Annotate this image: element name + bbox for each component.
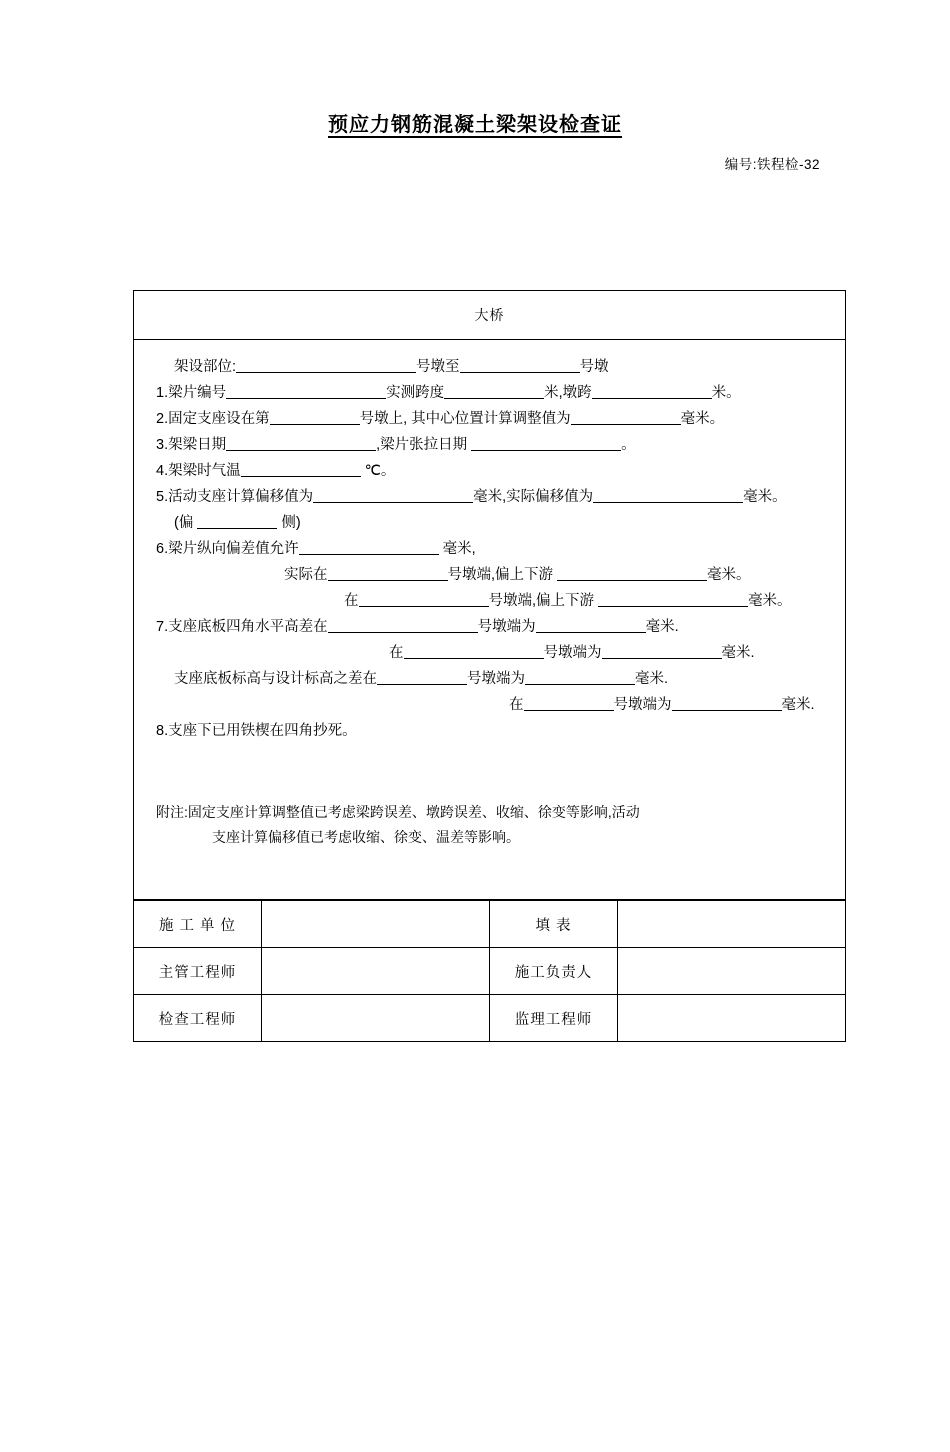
line-text: 6.梁片纵向偏差值允许 [156, 541, 299, 557]
form-line-item5 [134, 484, 845, 510]
signature-label-right: 施工负责人 [489, 948, 617, 995]
fill-blank[interactable] [557, 565, 707, 581]
form-line-item3 [134, 432, 845, 458]
line-text: 号墩端,偏上下游 [447, 567, 558, 583]
signature-value-left[interactable] [262, 948, 490, 995]
line-text: 在 [344, 593, 359, 609]
form-line-item6a [134, 562, 845, 588]
line-text: 米,墩跨 [544, 385, 592, 401]
line-text: 毫米. [645, 619, 679, 635]
form-line-item5b [134, 510, 845, 536]
fill-blank[interactable] [571, 409, 681, 425]
line-text: 侧) [277, 515, 301, 531]
fill-blank[interactable] [328, 565, 448, 581]
fill-blank[interactable] [404, 643, 544, 659]
fill-blank[interactable] [226, 435, 376, 451]
fill-blank[interactable] [299, 539, 439, 555]
fill-blank[interactable] [524, 695, 614, 711]
line-text: 在 [389, 645, 404, 661]
line-text: 毫米。 [680, 411, 725, 427]
note-block [134, 800, 845, 850]
form-line-item8 [134, 718, 845, 744]
form-line-item6b [134, 588, 845, 614]
form-line-position [134, 354, 845, 380]
form-line-item7 [134, 614, 845, 640]
signature-value-right[interactable] [618, 948, 845, 995]
table-row [134, 995, 845, 1042]
fill-blank[interactable] [359, 591, 489, 607]
fill-blank[interactable] [197, 513, 277, 529]
form-line-item4 [134, 458, 845, 484]
fill-blank[interactable] [313, 487, 473, 503]
page-title: 预应力钢筋混凝土梁架设检查证 [328, 114, 622, 136]
fill-blank[interactable] [598, 591, 748, 607]
line-text: 毫米, [438, 541, 476, 557]
form-line-item6 [134, 536, 845, 562]
line-text: 毫米. [781, 697, 815, 713]
form-line-item7b [134, 640, 845, 666]
fill-blank[interactable] [241, 461, 361, 477]
fill-blank[interactable] [460, 357, 580, 373]
line-text: 实际在 [284, 567, 328, 583]
line-text: 米。 [711, 385, 741, 401]
fill-blank[interactable] [377, 669, 467, 685]
line-text: 号墩端为 [543, 645, 602, 661]
signature-value-right[interactable] [618, 901, 845, 948]
fill-blank[interactable] [328, 617, 478, 633]
form-line-item7d [134, 692, 845, 718]
line-text: 毫米。 [743, 489, 787, 505]
form-line-item2 [134, 406, 845, 432]
line-text: 2.固定支座设在第 [156, 411, 270, 427]
line-text: 号墩上, 其中心位置计算调整值为 [359, 411, 571, 427]
line-text: 号墩端为 [477, 619, 536, 635]
line-text: 支座底板标高与设计标高之差在 [174, 671, 377, 687]
bridge-header: 大桥 [134, 291, 845, 340]
fill-blank[interactable] [471, 435, 621, 451]
signature-value-left[interactable] [262, 901, 490, 948]
note-line-1: 附注:固定支座计算调整值已考虑梁跨误差、墩跨误差、收缩、徐变等影响,活动 [156, 804, 640, 820]
fill-blank[interactable] [226, 383, 386, 399]
form-lines [134, 354, 845, 744]
line-text: 3.架梁日期 [156, 437, 227, 453]
line-text: 毫米. [635, 671, 669, 687]
line-text: 号墩端,偏上下游 [488, 593, 599, 609]
line-text: 4.架梁时气温 [156, 463, 241, 479]
fill-blank[interactable] [270, 409, 360, 425]
line-text: 毫米,实际偏移值为 [473, 489, 594, 505]
signature-label-left: 施 工 单 位 [134, 901, 262, 948]
line-text: ℃。 [360, 463, 396, 479]
signature-label-right: 监理工程师 [489, 995, 617, 1042]
line-text: 架设部位: [174, 359, 237, 375]
line-text: ,梁片张拉日期 [376, 437, 472, 453]
document-page [0, 108, 950, 1452]
signature-table [134, 900, 845, 1041]
fill-blank[interactable] [444, 383, 544, 399]
line-text: 毫米。 [707, 567, 751, 583]
signature-value-left[interactable] [262, 995, 490, 1042]
fill-blank[interactable] [236, 357, 416, 373]
form-body [134, 340, 845, 900]
line-text: 号墩端为 [467, 671, 525, 687]
form-frame [133, 290, 846, 1042]
line-text: 毫米。 [748, 593, 792, 609]
line-text: 8.支座下已用铁楔在四角抄死。 [156, 723, 357, 739]
signature-label-left: 检查工程师 [134, 995, 262, 1042]
table-row [134, 901, 845, 948]
line-text: (偏 [174, 515, 198, 531]
fill-blank[interactable] [525, 669, 635, 685]
line-text: 号墩至 [416, 359, 460, 375]
line-text: 实测跨度 [386, 385, 445, 401]
line-text: 7.支座底板四角水平高差在 [156, 619, 328, 635]
fill-blank[interactable] [536, 617, 646, 633]
line-text: 在 [509, 697, 524, 713]
document-number: 编号:铁程检-32 [724, 157, 820, 172]
line-text: 5.活动支座计算偏移值为 [156, 489, 314, 505]
line-text: 毫米. [721, 645, 755, 661]
signature-label-right: 填 表 [489, 901, 617, 948]
line-text: 号墩 [579, 359, 609, 375]
fill-blank[interactable] [672, 695, 782, 711]
line-text: 1.梁片编号 [156, 385, 227, 401]
note-line-2: 支座计算偏移值已考虑收缩、徐变、温差等影响。 [212, 829, 520, 845]
line-text: 号墩端为 [613, 697, 672, 713]
table-row [134, 948, 845, 995]
signature-label-left: 主管工程师 [134, 948, 262, 995]
form-line-item7c [134, 666, 845, 692]
form-line-item1 [134, 380, 845, 406]
line-text: 。 [621, 437, 636, 453]
fill-blank[interactable] [602, 643, 722, 659]
signature-value-right[interactable] [618, 995, 845, 1042]
fill-blank[interactable] [592, 383, 712, 399]
fill-blank[interactable] [593, 487, 743, 503]
